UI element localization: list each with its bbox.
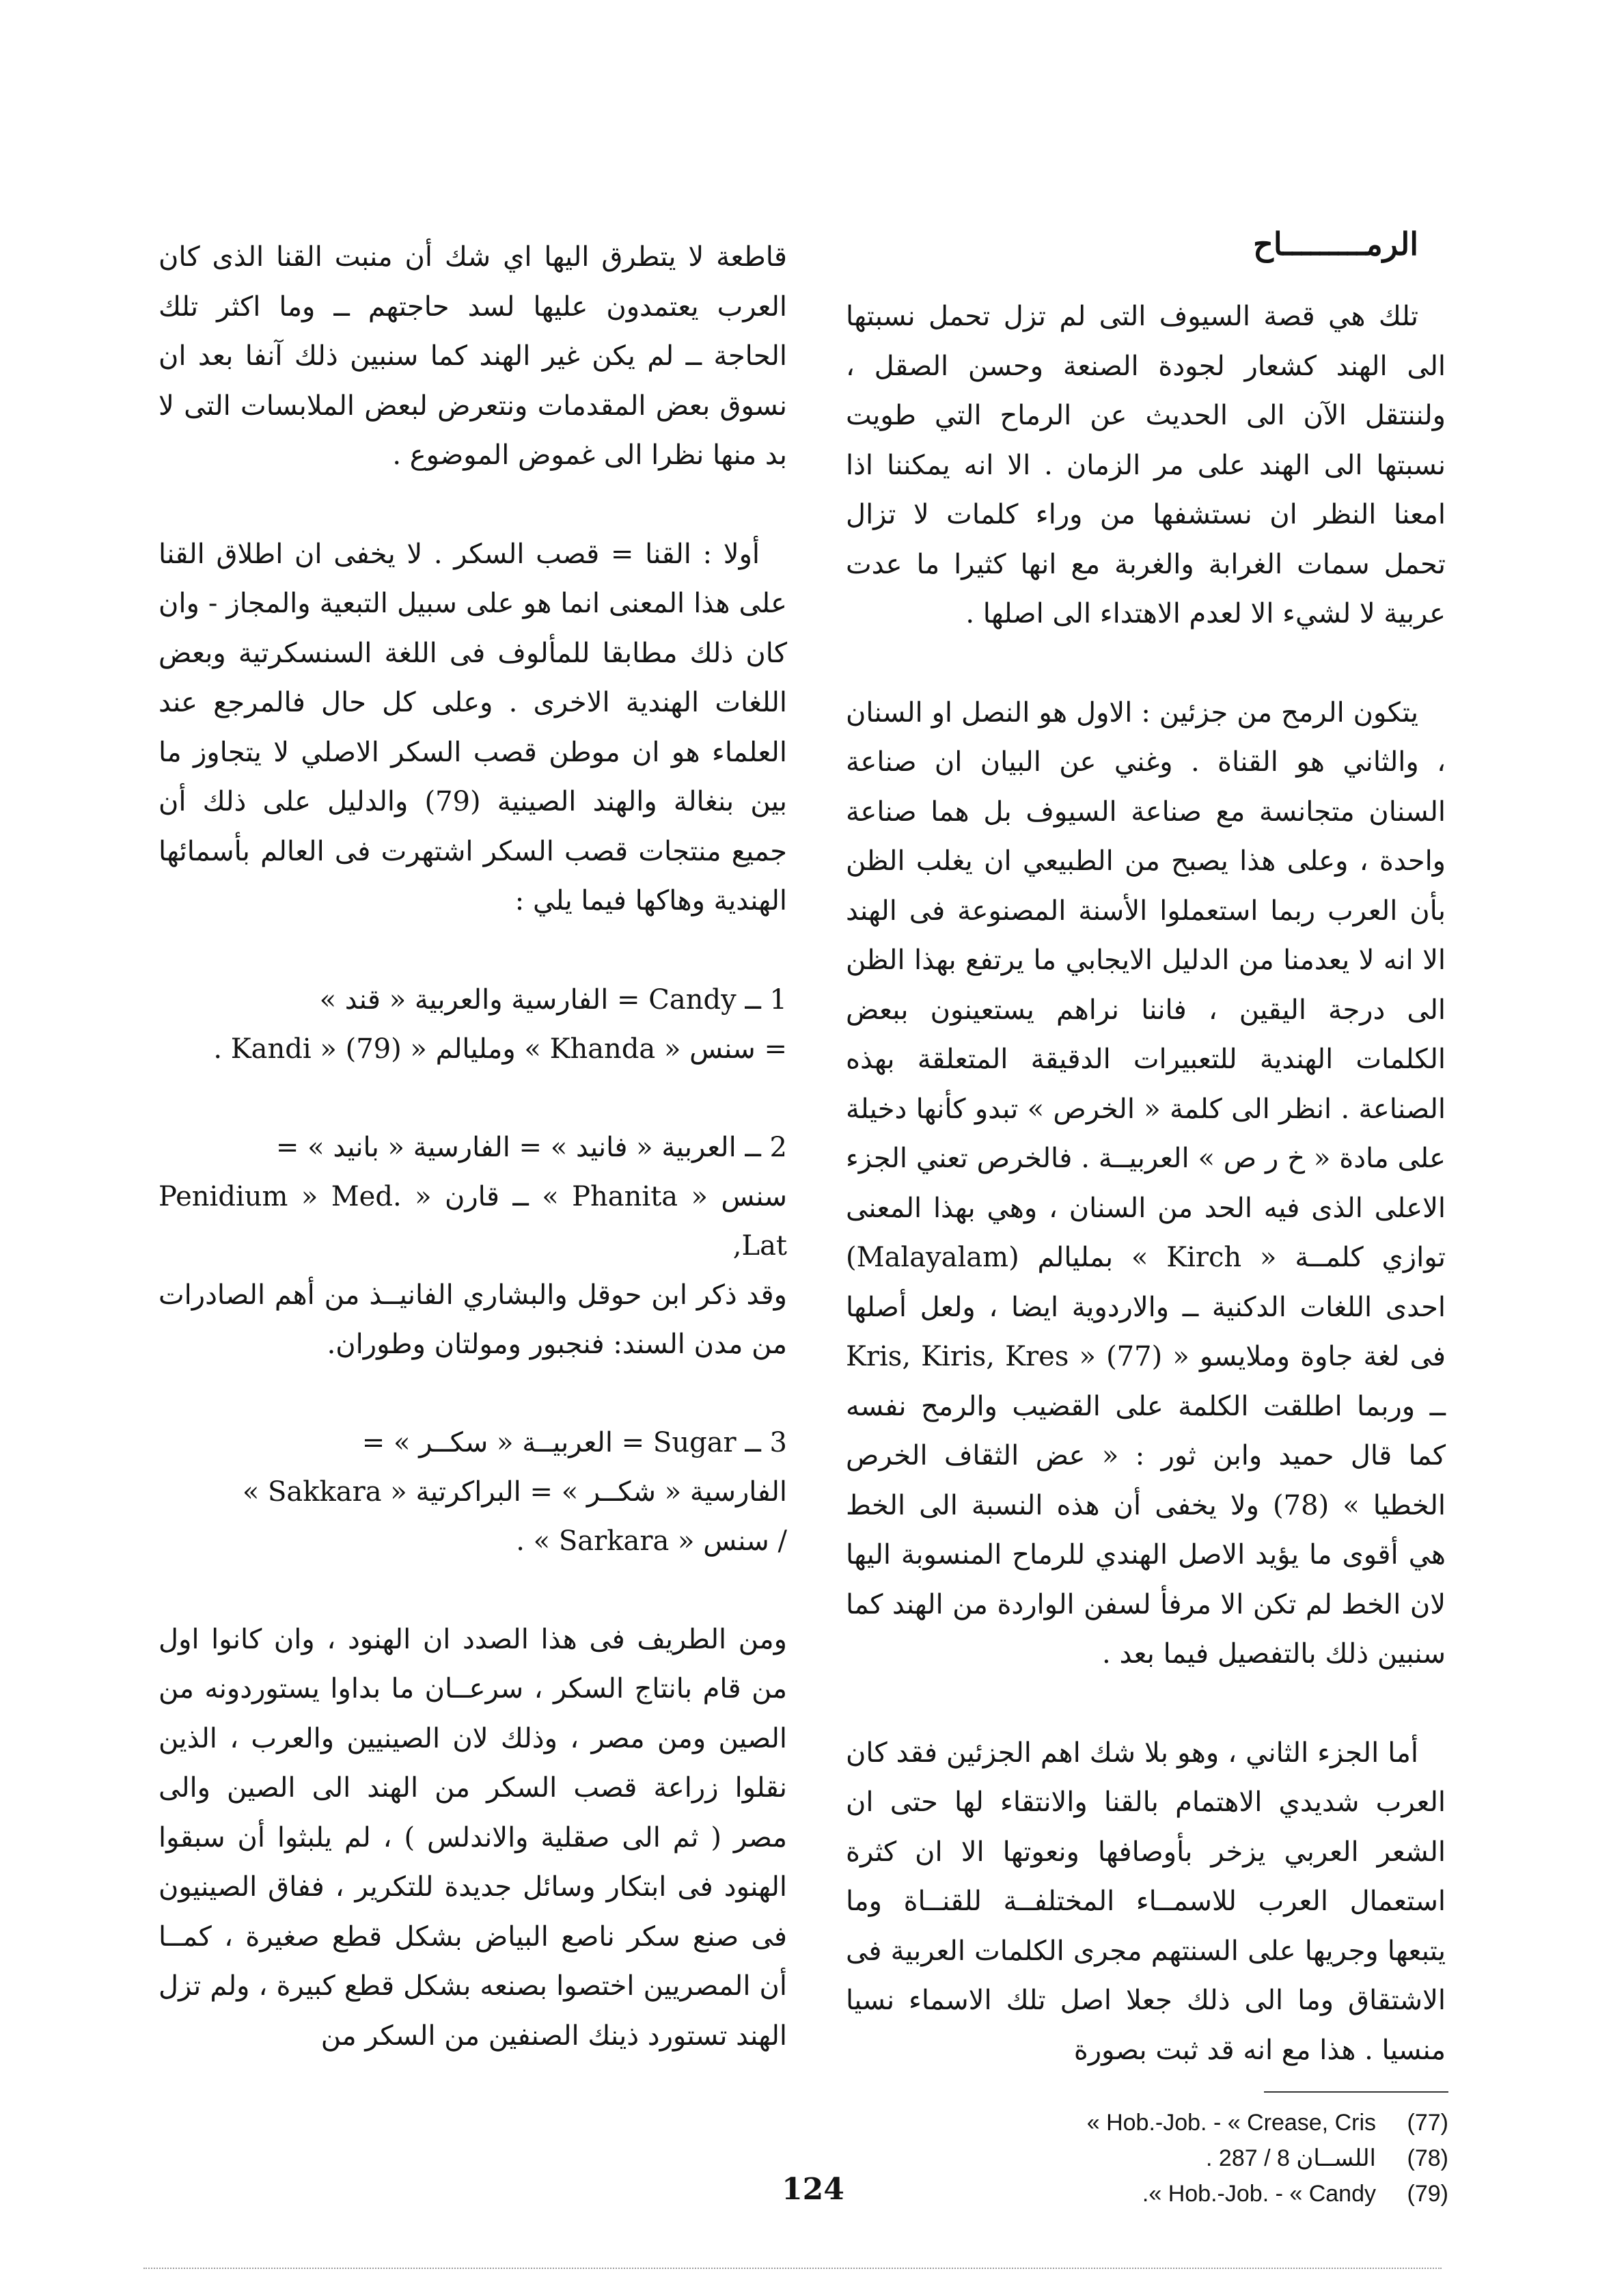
list-item-line: 1 ــ Candy = الفارسية والعربية « قند »	[319, 983, 787, 1016]
list-item-line: = سنس « Khanda » وملیالم « Kandi » (79) .	[213, 1033, 787, 1065]
paragraph: يتكون الرمح من جزئين : الاول هو النصل او السنان ، والثاني هو القناة . وغني عن البيان ان صناعة السنان متجانسة مع صناعة السيوف بل هما صناعة واحدة ، وعلى هذا يصبح من الطبيعي ان يغلب الظن بأن العرب ربما استعملوا الأسنة المصنوعة فى الهند الا انه لا يعدمنا من الدليل الايجابي ما يرتفع بهذا الظن الى درجة اليقين ، فاننا نراهم يستعينون ببعض الكلمات الهندية للتعبيرات الدقيقة المتعلقة بهذه الصناعة . انظر الى كلمة « الخرص » تبدو كأنها دخيلة على مادة « خ ر ص » العربيــة . فالخرص تعني الجزء الاعلى الذى فيه الحد من السنان ، وهي بهذا المعنى توازي كلمــة « Kirch » بمليالم (Malayalam) احدى اللغات الدكنية ــ والاردوية ايضا ، ولعل أصلها فى لغة جاوة وملايسو « Kris, Kiris, Kres » (77) ــ وربما اطلقت الكلمة على القضيب والرمح نفسه كما قال حميد وابن ثور : « عض الثقاف الخرص الخطيا » (78) ولا يخفى أن هذه النسبة الى الخط هي أقوى ما يؤيد الاصل الهندي للرماح المنسوبة اليها لان الخط لم تكن الا مرفأ لسفن الواردة من الهند كما سنبين ذلك بالتفصيل فيما بعد .	[846, 696, 1446, 1670]
footnote	[1004, 2140, 1448, 2176]
list-item	[159, 1418, 787, 1566]
footnote-text: Hob.-Job. - « Crease, Cris »	[1086, 2110, 1376, 2136]
list-item-line: سنس « Phanita » ــ قارن « Penidium » Med. Lat,	[159, 1180, 787, 1262]
right-column	[846, 226, 1446, 2124]
left-column	[159, 232, 787, 2110]
footnote-number: (79)	[1407, 2181, 1448, 2207]
list-item	[159, 1123, 787, 1369]
paragraph: قاطعة لا يتطرق اليها اي شك أن منبت القنا الذى كان العرب يعتمدون عليها لسد حاجتهم ــ وما اكثر تلك الحاجة ــ لم يكن غير الهند كما سنبين ذلك آنفا بعد ان نسوق بعض المقدمات ونتعرض لبعض الملابسات التى لا بد منها نظرا الى غموض الموضوع .	[159, 241, 787, 471]
footnote-number: (77)	[1407, 2110, 1448, 2136]
list-item-line: 3 ــ Sugar = العربيــة « سكــر » =	[361, 1426, 787, 1458]
list-item-line: 2 ــ العربية « فانيد » = الفارسية « بانيد » =	[275, 1131, 787, 1163]
footnote-text: Hob.-Job. - « Candy ».	[1142, 2181, 1376, 2207]
footnotes	[1004, 2105, 1448, 2212]
footnote-number: (78)	[1407, 2145, 1448, 2171]
footnote	[1004, 2176, 1448, 2212]
paragraph: أما الجزء الثاني ، وهو بلا شك اهم الجزئين فقد كان العرب شديدي الاهتمام بالقنا والانتقاء لها حتى ان الشعر العربي يزخر بأوصافها ونعوتها الا ان كثرة استعمال العرب للاسمــاء المختلفــة للقنــاة وما يتبعها وجريها على السنتهم مجرى الكلمات العربية فى الاشتقاق وما الى ذلك جعلا اصل تلك الاسماء نسيا منسيا . هذا مع انه قد ثبت بصورة	[846, 1737, 1446, 2066]
section-title: الرمـــــــــاح	[1253, 226, 1418, 262]
paragraph: أولا : القنا = قصب السكر . لا يخفى ان اطلاق القنا على هذا المعنى انما هو على سبيل التبعية والمجاز - وان كان ذلك مطابقا للمألوف فى اللغة السنسكرتية وبعض اللغات الهندية الاخرى . وعلى كل حال فالمرجع عند العلماء هو ان موطن قصب السكر الاصلي لا يتجاوز ما بين بنغالة والهند الصينية (79) والدليل على ذلك أن جميع منتجات قصب السكر اشتهرت فى العالم بأسمائها الهندية وهاكها فيما يلي :	[159, 538, 788, 916]
footnote	[1004, 2105, 1448, 2140]
footnote-text: اللســان 8 / 287 .	[1206, 2145, 1376, 2171]
scan-artifact-line	[143, 2268, 1442, 2269]
list-item-line: وقد ذكر ابن حوقل والبشاري الفانيــذ من أهم الصادرات من مدن السند: فنجبور ومولتان وطوران.	[159, 1279, 787, 1360]
list-item-line: الفارسية « شكــر » = البراكرتية « Sakkara »	[242, 1476, 787, 1508]
list-item	[159, 975, 787, 1074]
page-number: 124	[782, 2172, 844, 2207]
paragraph: تلك هي قصة السيوف التى لم تزل تحمل نسبتها الى الهند كشعار لجودة الصنعة وحسن الصقل ، ولننتقل الآن الى الحديث عن الرماح التي طويت نسبتها الى الهند على مر الزمان . الا انه يمكننا اذا امعنا النظر ان نستشفها من وراء كلمات لا تزال تحمل سمات الغرابة والغربة مع انها كثيرا ما عدت عربية لا لشيء الا لعدم الاهتداء الى اصلها .	[846, 301, 1446, 630]
list-item-line: / سنس « Sarkara » .	[516, 1525, 787, 1557]
footnote-divider	[1264, 2091, 1448, 2093]
paragraph: ومن الطريف فى هذا الصدد ان الهنود ، وان كانوا اول من قام بانتاج السكر ، سرعــان ما بداوا يستوردونه من الصين ومن مصر ، وذلك لان الصينيين والعرب ، الذين نقلوا زراعة قصب السكر من الهند الى الصين والى مصر ( ثم الى صقلية والاندلس ) ، لم يلبثوا أن سبقوا الهنود فى ابتكار وسائل جديدة للتكرير ، ففاق الصينيون فى صنع سكر ناصع البياض بشكل قطع صغيرة ، كمــا أن المصريين اختصوا بصنعه بشكل قطع كبيرة ، ولم تزل الهند تستورد ذينك الصنفين من السكر من	[159, 1623, 787, 2052]
